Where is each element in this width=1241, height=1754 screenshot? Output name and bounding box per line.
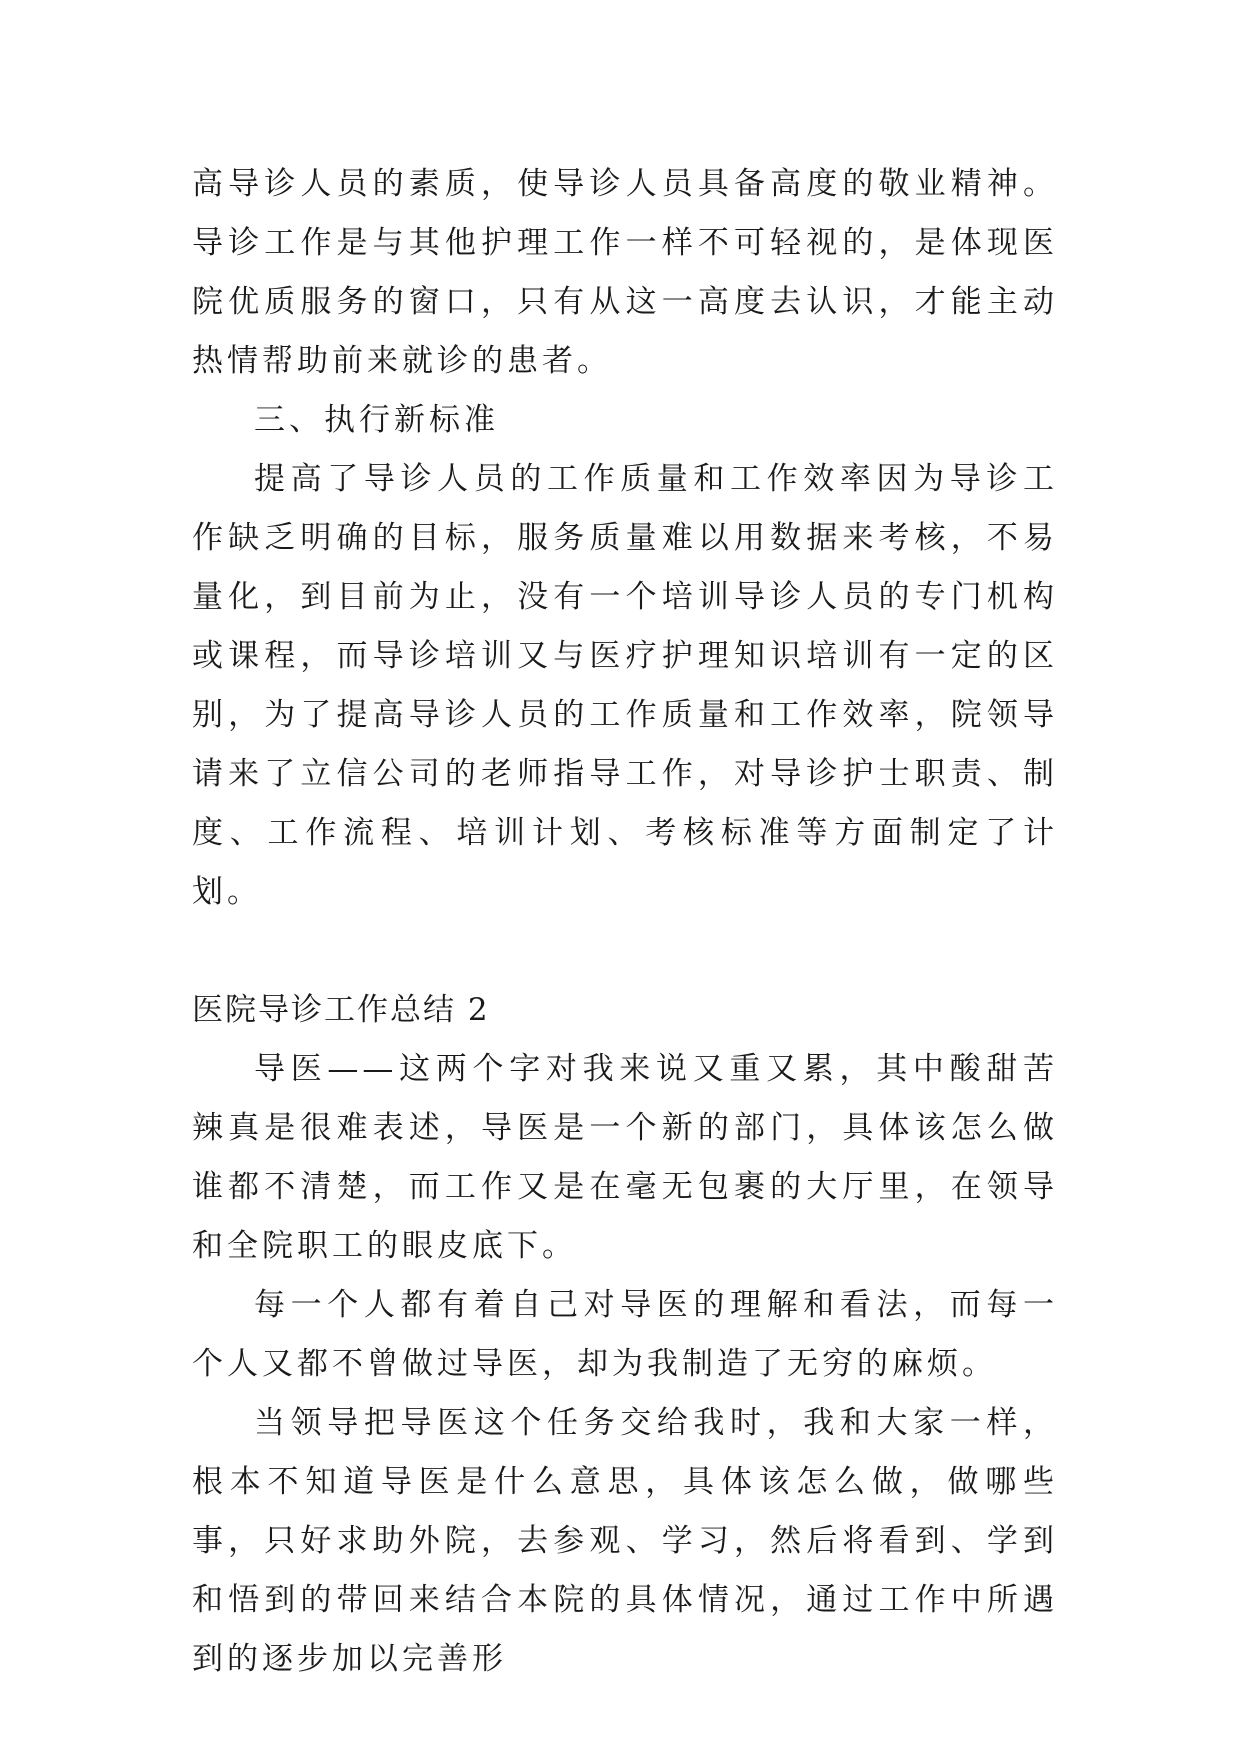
paragraph-new-standard: 提高了导诊人员的工作质量和工作效率因为导诊工作缺乏明确的目标，服务质量难以用数据来考核，不易量化，到目前为止，没有一个培训导诊人员的专门机构或课程，而导诊培训又与医疗护理知识培训有一定的区别，为了提高导诊人员的工作质量和工作效率，院领导请来了立信公司的老师指导工作，对导诊护士职责、制度、工作流程、培训计划、考核标准等方面制定了计划。 xyxy=(192,461,1058,910)
paragraph-continuation: 高导诊人员的素质，使导诊人员具备高度的敬业精神。导诊工作是与其他护理工作一样不可轻视的，是体现医院优质服务的窗口，只有从这一高度去认识，才能主动热情帮助前来就诊的患者。 xyxy=(192,166,1058,379)
paragraph-guide-intro: 导医——这两个字对我来说又重又累，其中酸甜苦辣真是很难表述，导医是一个新的部门，具体该怎么做谁都不清楚，而工作又是在毫无包裹的大厅里，在领导和全院职工的眼皮底下。 xyxy=(192,1051,1058,1264)
paragraph-guide-task: 当领导把导医这个任务交给我时，我和大家一样，根本不知道导医是什么意思，具体该怎么做，做哪些事，只好求助外院，去参观、学习，然后将看到、学到和悟到的带回来结合本院的具体情况，通过工作中所遇到的逐步加以完善形 xyxy=(192,1405,1058,1677)
heading-execute-new-standard: 三、执行新标准 xyxy=(254,402,499,438)
section-title-summary-2: 医院导诊工作总结 2 xyxy=(192,992,490,1028)
document-body xyxy=(192,155,1058,1689)
paragraph-guide-opinions: 每一个人都有着自己对导医的理解和看法，而每一个人又都不曾做过导医，却为我制造了无穷的麻烦。 xyxy=(192,1287,1058,1382)
